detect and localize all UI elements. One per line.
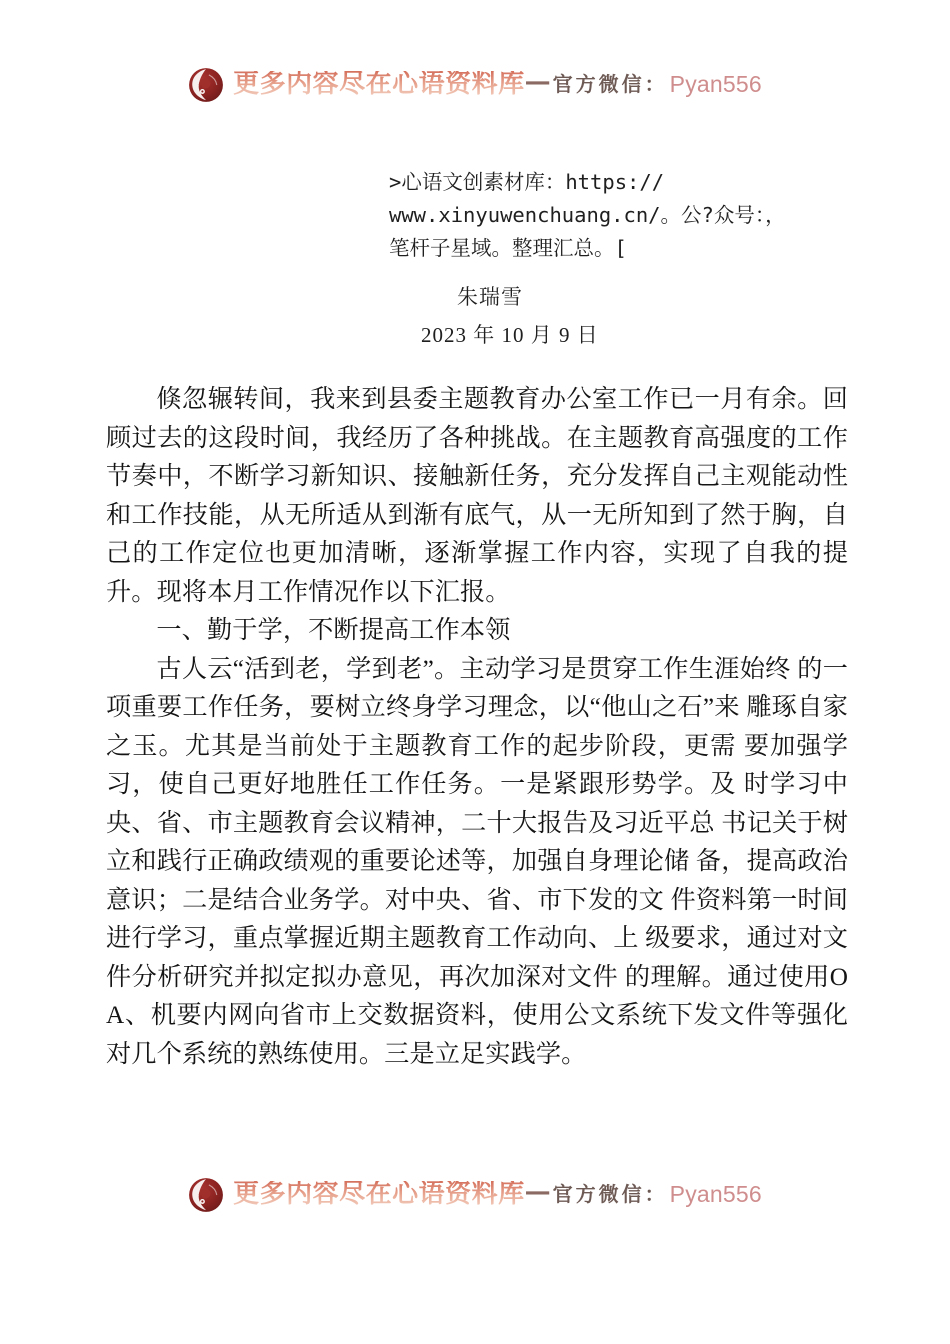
body-paragraph: 古人云“活到老，学到老”。主动学习是贯穿工作生涯始终 的一项重要工作任务，要树立终身学习理念，以“他山之石”来 雕琢自家之玉。尤其是当前处于主题教育工作的起步阶段，更需 要加强学习，使自己更好地胜任工作任务。一是紧跟形势学。及 时学习中央、省、市主题教育会议精神，二十大报告及习近平总 书记关于树立和践行正确政绩观的重要论述等，加强自身理论储 备，提高政治意识；二是结合业务学。对中央、省、市下发的文 件资料第一时间进行学习，重点掌握近期主题教育工作动向、上 级要求，通过对文件分析研究并拟定拟办意见，再次加深对文件 的理解。通过使用OA、机要内网向省市上交数据资料，使用公文系统下发文件等强化对几个系统的熟练使用。三是立足实践学。 [106,655,848,1068]
watermark-dash: — [524,67,551,97]
document-date: 2023 年 10 月 9 日 [421,323,599,347]
watermark-wechat-label: 官方微信： [552,1182,668,1206]
body-paragraph: 倏忽辗转间，我来到县委主题教育办公室工作已一月有余。回顾过去的这段时间，我经历了各种挑战。在主题教育高强度的工作节奏中，不断学习新知识、接触新任务，充分发挥自己主观能动性和工作技能，从无所适从到渐有底气，从一无所知到了然于胸，自己的工作定位也更加清晰，逐渐掌握工作内容，实现了自我的提升。现将本月工作情况作以下汇报。 [106,386,848,606]
watermark-brand-text: 更多内容尽在心语资料库 [233,69,525,99]
source-line-3: 笔杆子星域。整理汇总。[ [389,236,627,260]
section-heading: 一、勤于学，不断提高工作本领 [156,617,511,644]
watermark-dash: — [524,1177,551,1207]
watermark-brand-text: 更多内容尽在心语资料库 [233,1179,525,1209]
circular-seal-logo-icon [188,1177,224,1213]
watermark-wechat-handle: Pyan556 [669,70,762,97]
watermark-wechat-label: 官方微信： [552,72,668,96]
circular-seal-logo-icon [188,67,224,103]
author-name: 朱瑞雪 [457,285,523,309]
footer-watermark [0,1176,950,1212]
source-meta-block [389,166,859,351]
document-body [106,381,848,1074]
header-watermark [0,66,950,102]
source-line-1: >心语文创素材库：https:// [389,170,665,194]
watermark-wechat-handle: Pyan556 [669,1180,762,1207]
source-line-2: www.xinyuwenchuang.cn/。公?众号：， [389,203,786,227]
